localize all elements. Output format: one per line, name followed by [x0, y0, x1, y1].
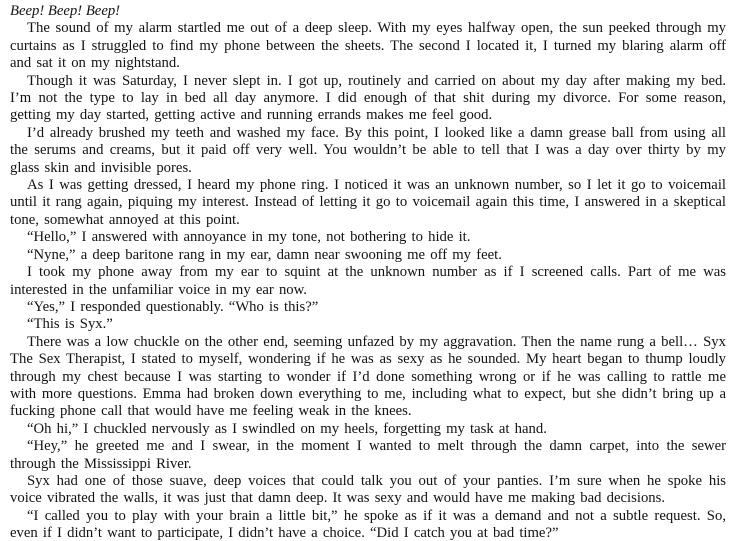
paragraph: “Nyne,” a deep baritone rang in my ear, damn near swooning me off my feet.: [27, 246, 502, 263]
paragraph: “This is Syx.”: [27, 316, 113, 333]
paragraph: As I was getting dressed, I heard my phone ring. I noticed it was an unknown number, so I let it go to voicemail until it rang again, piquing my interest. Instead of letting it go to voicemail again this time, I answered in a skeptical tone, somewhat annoyed at this point.: [10, 177, 726, 228]
paragraph: “Yes,” I responded questionably. “Who is this?”: [27, 298, 319, 315]
paragraph: “Oh hi,” I chuckled nervously as I swindled on my heels, forgetting my task at hand.: [27, 420, 547, 437]
paragraph: The sound of my alarm startled me out of a deep sleep. With my eyes halfway open, the sun peeked through my curtains as I struggled to find my phone between the sheets. The second I located it, I turned my blaring alarm off and sat it on my nightstand.: [10, 20, 726, 72]
paragraph: I’d already brushed my teeth and washed my face. By this point, I looked like a damn grease ball from using all the serums and creams, but it paid off very well. You wouldn’t be able to tell that I was a day over thirty by my glass skin and invisible pores.: [10, 124, 726, 176]
opening-line: Beep! Beep! Beep!: [10, 3, 121, 19]
paragraph: I took my phone away from my ear to squint at the unknown number as if I screened calls. Part of me was interested in the unfamiliar voice in my ear now.: [10, 264, 726, 298]
paragraph: “I called you to play with your brain a little bit,” he spoke as if it was a demand and not a subtle request. So, even if I didn’t want to participate, I didn’t have a choice. “Did I catch you at bad time?”: [10, 507, 726, 541]
paragraph: “Hello,” I answered with annoyance in my tone, not bothering to hide it.: [27, 229, 471, 246]
paragraph: There was a low chuckle on the other end, seeming unfazed by my aggravation. Then the name rung a bell… Syx The Sex Therapist, I stated to myself, wondering if he was as sexy as he sounded. My heart began to thump loudly through my chest because I was starting to wonder if I’d done something wrong or if he was calling to rattle me with more questions. Emma had broken down everything to me, including what to expect, but she didn’t bring up a fucking phone call that would have me feeling weak in the knees.: [10, 333, 726, 420]
paragraph: Though it was Saturday, I never slept in. I got up, routinely and carried on about my day after making my bed. I’m not the type to lay in bed all day anymore. I did enough of that shit during my divorce. For some reason, getting my day started, getting active and running errands makes me feel good.: [10, 72, 726, 124]
paragraph: “Hey,” he greeted me and I swear, in the moment I wanted to melt through the damn carpet, into the sewer through the Mississippi River.: [10, 438, 726, 472]
paragraph: Syx had one of those suave, deep voices that could talk you out of your panties. I’m sure when he spoke his voice vibrated the walls, it was just that damn deep. It was sexy and would have me making bad decisions.: [10, 472, 726, 507]
